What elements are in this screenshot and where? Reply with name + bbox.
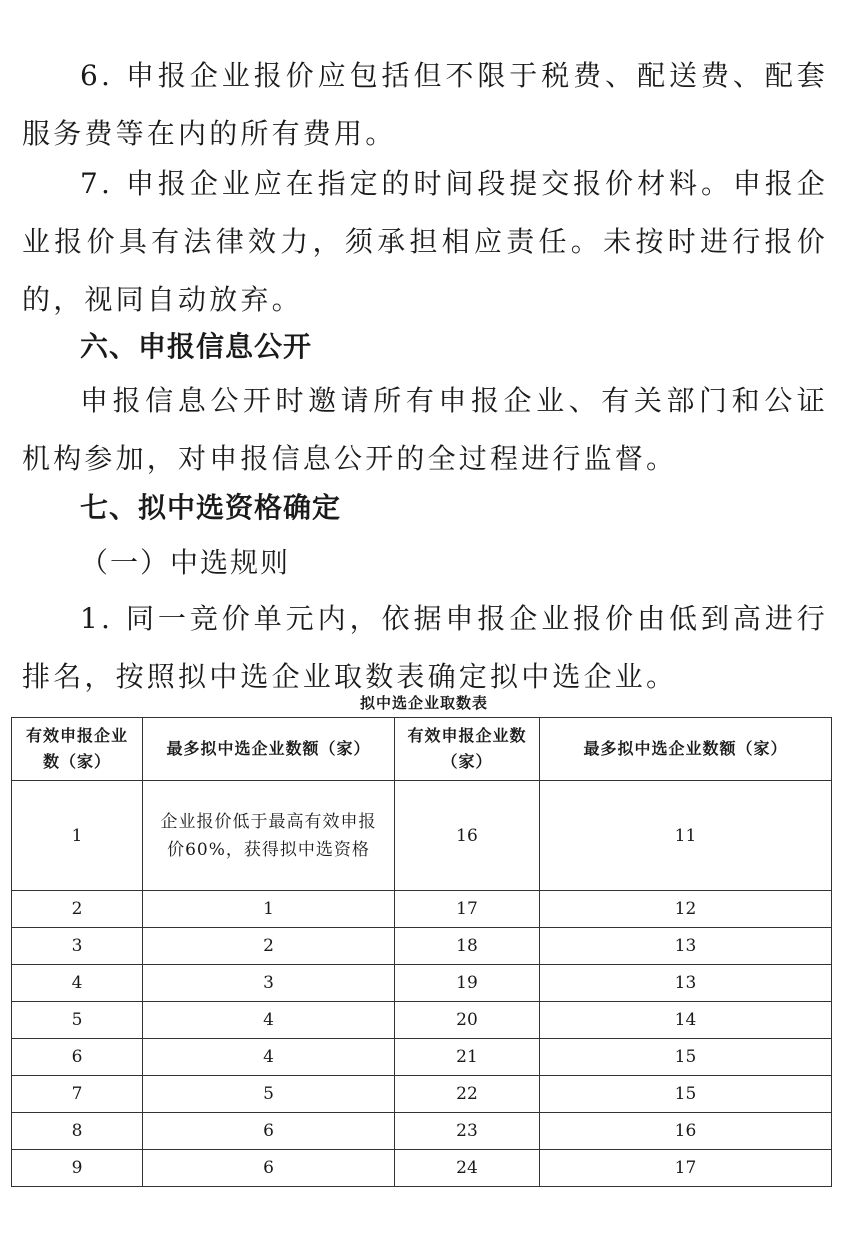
- table-cell-note: 企业报价低于最高有效申报价60%，获得拟中选资格: [143, 781, 395, 891]
- section-heading-7: 七、拟中选资格确定: [80, 491, 342, 524]
- table-cell: 6: [12, 1039, 143, 1076]
- paragraph-disclosure: 申报信息公开时邀请所有申报企业、有关部门和公证机构参加，对申报信息公开的全过程进行监督。: [22, 384, 828, 475]
- header-max-selected-2: 最多拟中选企业数额（家）: [540, 718, 832, 781]
- table-cell: 4: [143, 1002, 395, 1039]
- subsection-heading: （一）中选规则: [80, 546, 291, 579]
- table-cell: 16: [395, 781, 540, 891]
- table-cell: 6: [143, 1150, 395, 1187]
- table-row: [12, 781, 832, 891]
- table-cell: 24: [395, 1150, 540, 1187]
- table-cell: 5: [12, 1002, 143, 1039]
- table-cell: 8: [12, 1113, 143, 1150]
- table-cell: 16: [540, 1113, 832, 1150]
- table-cell: 23: [395, 1113, 540, 1150]
- paragraph-item-6: 6. 申报企业报价应包括但不限于税费、配送费、配套服务费等在内的所有费用。: [22, 59, 828, 150]
- table-cell: 3: [143, 965, 395, 1002]
- table-cell: 20: [395, 1002, 540, 1039]
- table-cell: 1: [12, 781, 143, 891]
- table-cell: 3: [12, 928, 143, 965]
- table-cell: 12: [540, 891, 832, 928]
- table-cell: 11: [540, 781, 832, 891]
- header-valid-count-2: 有效申报企业数（家）: [395, 718, 540, 781]
- table-cell: 6: [143, 1113, 395, 1150]
- table-row: [12, 965, 832, 1002]
- table-cell: 4: [143, 1039, 395, 1076]
- table-cell: 19: [395, 965, 540, 1002]
- table-cell: 15: [540, 1039, 832, 1076]
- table-row: [12, 1076, 832, 1113]
- table-cell: 9: [12, 1150, 143, 1187]
- table-cell: 2: [12, 891, 143, 928]
- section-heading-6: 六、申报信息公开: [80, 330, 313, 363]
- table-cell: 15: [540, 1076, 832, 1113]
- table-row: [12, 1002, 832, 1039]
- table-cell: 17: [395, 891, 540, 928]
- table-cell: 5: [143, 1076, 395, 1113]
- header-valid-count-1: 有效申报企业数（家）: [12, 718, 143, 781]
- table-cell: 22: [395, 1076, 540, 1113]
- table-caption: 拟中选企业取数表: [359, 694, 488, 712]
- table-cell: 18: [395, 928, 540, 965]
- table-row: [12, 891, 832, 928]
- table-cell: 14: [540, 1002, 832, 1039]
- table-cell: 2: [143, 928, 395, 965]
- table-cell: 7: [12, 1076, 143, 1113]
- table-header-row: [12, 718, 832, 781]
- table-row: [12, 928, 832, 965]
- selection-count-table: [11, 717, 832, 1187]
- table-cell: 13: [540, 928, 832, 965]
- table-cell: 17: [540, 1150, 832, 1187]
- table-row: [12, 1150, 832, 1187]
- table-row: [12, 1039, 832, 1076]
- table-cell: 13: [540, 965, 832, 1002]
- table-cell: 21: [395, 1039, 540, 1076]
- paragraph-item-7: 7. 申报企业应在指定的时间段提交报价材料。申报企业报价具有法律效力，须承担相应责任。未按时进行报价的，视同自动放弃。: [22, 167, 828, 316]
- table-cell: 1: [143, 891, 395, 928]
- table-cell: 4: [12, 965, 143, 1002]
- table-row: [12, 1113, 832, 1150]
- header-max-selected-1: 最多拟中选企业数额（家）: [143, 718, 395, 781]
- paragraph-rule-1: 1. 同一竞价单元内，依据申报企业报价由低到高进行排名，按照拟中选企业取数表确定拟中选企业。: [22, 602, 828, 693]
